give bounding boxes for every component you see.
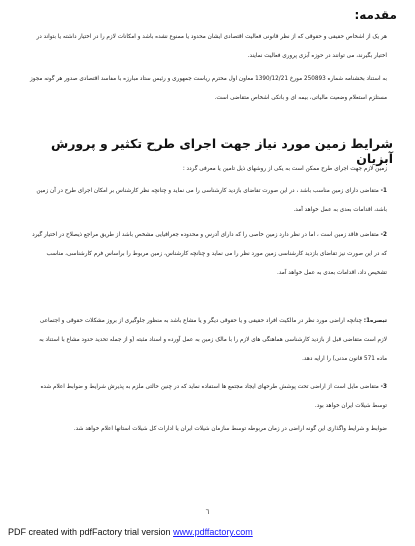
- intro-heading: مقدمه:: [354, 8, 397, 22]
- list-item-3-text: متقاضی مایل است از اراضی تحت پوشش طرحهای ایجاد مجتمع ها استفاده نماید که در چنین حالتی ملزم به پذیرش شرایط و ضوابط اعلام شده توسط شیلات ایران خواهد بود.: [40, 384, 387, 409]
- list-item-3: [30, 378, 387, 416]
- list-item-2-text: متقاضی فاقد زمین است ، اما در نظر دارد زمین خاصی را که دارای آدرس و محدوده جغرافیایی مشخص باشد از طریق مراجع ذیصلاح در اختیار گیرد که در این صورت نیز تقاضای بازدید کارشناسی زمین مورد نظر را می نماید و چنانچه کارشناس، زمین مربوط را براساس فرم کارشناسی، مناسب تشخیص داد، اقدامات بعدی به عمل خواهد آمد.: [32, 232, 387, 276]
- list-item-1-number: 1-: [380, 188, 387, 194]
- pdf-footer: [8, 527, 253, 537]
- page-number: ٦: [205, 508, 210, 516]
- intro-paragraph-2: به استناد بخشنامه شماره 250893 مورخ 1390/12/21 معاون اول محترم ریاست جمهوری و رئیس ستاد مبارزه با مفاسد اقتصادی صدور هر گونه مجوز مستلزم استعلام وضعیت مالیاتی، بیمه ای و بانکی اشخاص متقاضی است.: [29, 76, 387, 101]
- section-lead: زمین لازم جهت اجرای طرح ممکن است به یکی از روشهای ذیل تامین یا معرفی گردد :: [182, 166, 387, 172]
- list-item-2-number: 2-: [380, 232, 387, 238]
- list-item-2: [30, 226, 387, 283]
- note-1: [30, 312, 387, 369]
- note-1-text: چنانچه اراضی مورد نظر در مالکیت افراد حقیقی و یا حقوقی دیگر و یا مشاع باشد به منظور جلوگیری از بروز مشکلات حقوقی و اجتماعی لازم است متقاضی قبل از بازدید کارشناسی هماهنگی های لازم را با مالک زمین به عمل آورده و اسناد مثبته (و از جمله تحدید حدود مشاع با استناد به ماده 571 قانون مدنی) را ارایه دهد.: [39, 318, 387, 362]
- footer-link[interactable]: www.pdffactory.com: [173, 527, 253, 537]
- intro-paragraph-1: هر یک از اشخاص حقیقی و حقوقی که از نظر قانونی فعالیت اقتصادی ایشان محدود یا ممنوع نشده باشد و امکانات لازم را در اختیار داشته یا بتواند در اختیار بگیرند، می توانند در حوزه آبزی پروری فعالیت نمایند.: [36, 34, 387, 59]
- note-1-label: تبصره1:: [363, 318, 387, 324]
- footer-text: PDF created with pdfFactory trial version: [8, 527, 174, 537]
- list-item-1-text: متقاضی دارای زمین مناسب باشد ، در این صورت تقاضای بازدید کارشناسی را می نماید و چنانچه نظر کارشناس بر امکان اجرای طرح در آن زمین باشد، اقدامات بعدی به عمل خواهد آمد.: [36, 188, 387, 213]
- section-heading: شرایط زمین مورد نیاز جهت اجرای طرح تکثیر و پرورش آبزیان: [50, 136, 393, 166]
- list-item-3-number: 3-: [380, 384, 387, 390]
- closing-paragraph: ضوابط و شرایط واگذاری این گونه اراضی در زمان مربوطه توسط سازمان شیلات ایران یا ادارات کل شیلات استانها اعلام خواهد شد.: [73, 426, 387, 432]
- list-item-1: [30, 182, 387, 220]
